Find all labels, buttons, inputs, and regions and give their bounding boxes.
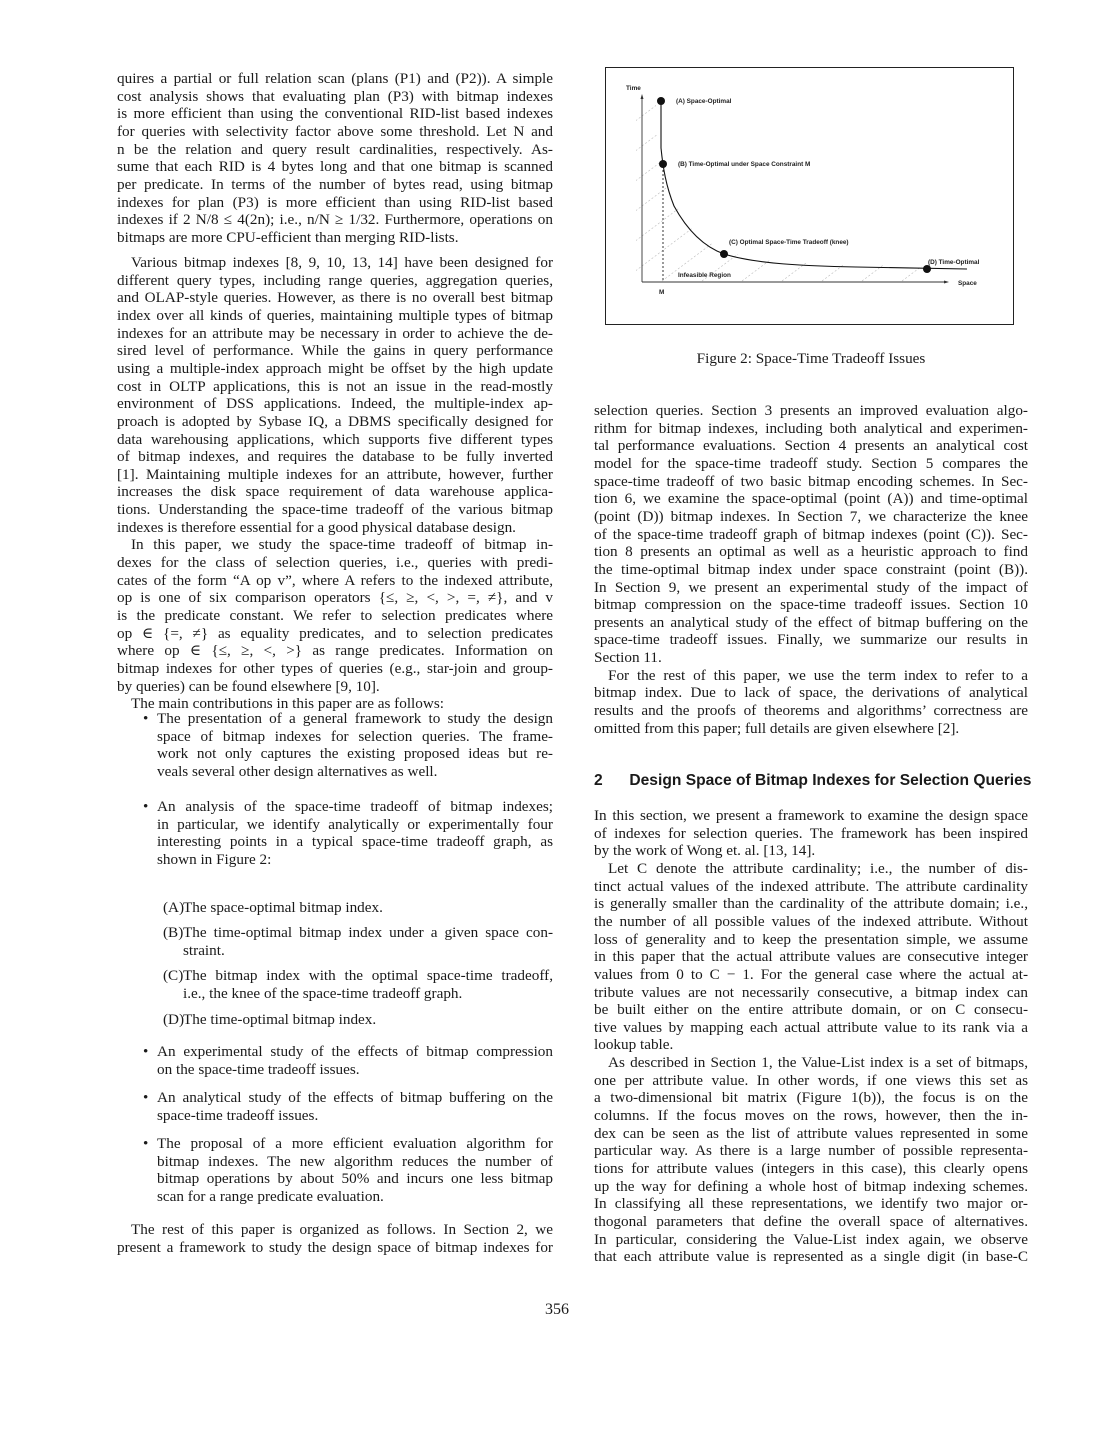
paragraph-line: lookup table. <box>594 1036 674 1054</box>
paragraph-line: tinct actual values of the indexed attribute. The attribute cardinality <box>594 877 1028 895</box>
paragraph-line: the number of all possible values of the indexed attribute. Without <box>594 912 1028 930</box>
paragraph-line: that each attribute value is represented as a single digit (in base-C <box>594 1248 1028 1266</box>
subitem-line: straint. <box>183 941 225 959</box>
paragraph-line: space-time tradeoff of two basic bitmap encoding schemes. In Sec- <box>594 472 1028 490</box>
paragraph-line: by the work of Wong et. al. [13, 14]. <box>594 842 816 860</box>
bullet-line: scan for a range predicate evaluation. <box>157 1187 384 1205</box>
paragraph-line: up the way for defining a whole host of bitmap indexing schemes. <box>594 1177 1028 1195</box>
paragraph-line: tions for attribute values (integers in this case), this clearly opens <box>594 1160 1028 1177</box>
subitem-marker: (A) <box>163 899 185 916</box>
subitem-line: The space-optimal bitmap index. <box>183 899 383 916</box>
paragraph-line: of bitmap indexes, and requires the database to be fully inverted <box>117 448 553 466</box>
paragraph-line: bitmap compression on the space-time tradeoff issues. Section 10 <box>594 596 1028 614</box>
region-label: Infeasible Region <box>678 272 731 279</box>
paragraph-line: space-time tradeoff issues. Finally, we summarize our results in <box>594 631 1028 649</box>
paragraph-line: Let C denote the attribute cardinality; i.e., the number of dis- <box>608 859 1028 877</box>
bullet-line: space-time tradeoff issues. <box>157 1106 319 1124</box>
y-axis-label: Time <box>626 85 641 92</box>
section-number: 2 <box>594 772 603 789</box>
bullet-line: An experimental study of the effects of bitmap compression <box>157 1043 553 1060</box>
paragraph-line: columns. If the focus moves on the rows, however, then the in- <box>594 1107 1028 1125</box>
figure-caption: Figure 2: Space-Time Tradeoff Issues <box>696 350 926 367</box>
bullet-line: shown in Figure 2: <box>157 850 272 868</box>
paragraph-line: op ∈ {=, ≠} as equality predicates, and to selection predicates <box>117 624 553 642</box>
right-column <box>594 0 1032 1300</box>
paragraph-line: environment of DSS applications. Indeed, the multiple-index ap- <box>117 395 553 413</box>
subitem-line: The time-optimal bitmap index. <box>183 1011 377 1028</box>
bullet-icon: • <box>143 1089 149 1106</box>
paragraph-line: is generally smaller than the cardinality of the attribute domain; i.e., <box>594 895 1028 913</box>
subitem-marker: (B) <box>163 924 184 941</box>
bullet-icon: • <box>143 1135 149 1152</box>
paragraph-line: dexes for the class of selection queries, i.e., queries with predi- <box>117 554 553 572</box>
paragraph-line: model for the space-time tradeoff study. Section 5 compares the <box>594 454 1028 472</box>
bullet-line: interesting points in a typical space-time tradeoff graph, as <box>157 833 553 851</box>
paragraph-line: particular way. As there is a large number of possible representa- <box>594 1142 1028 1160</box>
paragraph-line: presents an analytical study of the effect of bitmap buffering on the <box>594 613 1028 631</box>
paragraph-line: where op ∈ {≤, ≥, <, >} as range predicates. Information on <box>117 642 553 660</box>
paragraph-line: For the rest of this paper, we use the term index to refer to a <box>608 666 1028 684</box>
paragraph-line: bitmaps are more CPU-efficient than merging RID-lists. <box>117 228 459 246</box>
bullet-line: bitmap operations by about 50% and incurs one less bitmap <box>157 1170 553 1188</box>
paragraph-line: rithm for bitmap indexes, including both analytical and experimen- <box>594 419 1028 437</box>
paragraph-line: tal performance evaluations. Section 4 presents an analytical cost <box>594 437 1028 455</box>
paragraph-line: present a framework to study the design space of bitmap indexes for <box>117 1238 553 1256</box>
x-tick-label-m: M <box>659 289 665 296</box>
paragraph-line: per predicate. In terms of the number of bytes read, using bitmap <box>117 175 553 193</box>
paragraph-line: tive values by mapping each actual attribute value to its rank via a <box>594 1018 1028 1036</box>
paragraph-line: different query types, including range queries, aggregation queries, <box>117 271 553 289</box>
paragraph-line: is more efficient than using the conventional RID-list based indexes <box>117 105 553 123</box>
paragraph-line: The rest of this paper is organized as follows. In Section 2, we <box>131 1221 553 1238</box>
bullet-line: The presentation of a general framework to study the design <box>157 710 553 727</box>
bullet-icon: • <box>143 798 149 815</box>
paragraph-line: tion 8 presents an optimal as well as a heuristic approach to find <box>594 543 1028 561</box>
paragraph-line: for queries with selectivity factor above some threshold. Let N and <box>117 122 553 140</box>
paragraph-line: one per attribute value. In other words, if one views this set as <box>594 1071 1028 1089</box>
paragraph-line: and OLAP-style queries. However, as there is no overall best bitmap <box>117 289 553 307</box>
bullet-line: veals several other design alternatives as well. <box>157 762 438 780</box>
paragraph-line: of the space-time tradeoff graph of bitmap indexes (point (C)). Sec- <box>594 525 1028 543</box>
paragraph-line: tions. Understanding the space-time tradeoff of the various bitmap <box>117 501 553 519</box>
paragraph-line: op is one of six comparison operators {≤, ≥, <, >, =, ≠}, and v <box>117 589 553 607</box>
paragraph-line: In classifying all these representations, we identify two major or- <box>594 1195 1028 1213</box>
paragraph-line: In this paper, we study the space-time tradeoff of bitmap in- <box>131 536 553 554</box>
paragraph-line: bitmap index. Due to lack of space, the derivations of analytical <box>594 684 1028 702</box>
subitem-line: The time-optimal bitmap index under a given space con- <box>183 924 553 941</box>
paragraph-line: thogonal parameters that define the overall space of alternatives. <box>594 1212 1028 1230</box>
paragraph-line: a two-dimensional bit matrix (Figure 1(b)), the focus is on the <box>594 1089 1028 1107</box>
paragraph-line: The main contributions in this paper are as follows: <box>131 695 444 713</box>
paragraph-line: indexes if 2 N/8 ≤ 4(2n); i.e., n/N ≥ 1/32. Furthermore, operations on <box>117 211 553 229</box>
paragraph-line: omitted from this paper; full details are given elsewhere [2]. <box>594 719 960 737</box>
bullet-icon: • <box>143 1043 149 1060</box>
paragraph-line: is the predicate constant. We refer to selection predicates where <box>117 607 553 624</box>
paragraph-line: cates of the form “A op v”, where A refers to the indexed attribute, <box>117 571 553 589</box>
paragraph-line: loss of generality and to keep the presentation simple, we assume <box>594 930 1028 948</box>
bullet-line: An analysis of the space-time tradeoff of bitmap indexes; <box>157 798 553 815</box>
bullet-line: in particular, we identify analytically or experimentally four <box>157 815 553 833</box>
paragraph-line: the time-optimal bitmap index under space constraint (point (B)). <box>594 560 1028 578</box>
subitem-marker: (C) <box>163 967 184 984</box>
subitem-marker: (D) <box>163 1011 185 1028</box>
paragraph-line: Various bitmap indexes [8, 9, 10, 13, 14] have been designed for <box>131 254 553 271</box>
point-d-label: (D) Time-Optimal <box>928 259 980 266</box>
paragraph-line: quires a partial or full relation scan (plans (P1) and (P2)). A simple <box>117 70 553 87</box>
paragraph-line: indexes is therefore essential for a good physical database design. <box>117 518 516 536</box>
paragraph-line: In Section 9, we present an experimental study of the impact of <box>594 578 1028 596</box>
paragraph-line: n be the relation and query result cardinalities, respectively. As- <box>117 140 553 158</box>
section-heading <box>594 772 1031 790</box>
paragraph-line: values from 0 to C − 1. For the general case where the actual at- <box>594 965 1028 983</box>
paragraph-line: using a multiple-index approach might be offset by the high update <box>117 359 553 377</box>
paragraph-line: sired level of performance. While the gains in query performance <box>117 342 553 360</box>
paragraph-line: dex can be seen as the list of attribute values represented in some <box>594 1124 1028 1142</box>
paragraph-line: indexes for plan (P3) is more efficient than using RID-list based <box>117 193 553 211</box>
paragraph-line: tion 6, we examine the space-optimal (point (A)) and time-optimal <box>594 490 1028 508</box>
paragraph-line: selection queries. Section 3 presents an improved evaluation algo- <box>594 402 1028 419</box>
bullet-line: work not only captures the existing proposed ideas but re- <box>157 745 553 763</box>
paragraph-line: of indexes for selection queries. The framework has been inspired <box>594 824 1028 842</box>
paragraph-line: In this section, we present a framework to examine the design space <box>594 807 1028 824</box>
paragraph-line: [1]. Maintaining multiple indexes for an attribute, however, further <box>117 465 553 483</box>
bullet-icon: • <box>143 710 149 727</box>
paragraph-line: data warehousing applications, which supports five different types <box>117 430 553 448</box>
left-column <box>117 0 553 1300</box>
paragraph-line: increases the disk space requirement of data warehouse applica- <box>117 483 553 501</box>
paragraph-line: by queries) can be found elsewhere [9, 10]. <box>117 677 380 695</box>
paragraph-line: Section 11. <box>594 649 662 667</box>
paragraph-line: bitmap indexes for other types of queries (e.g., star-join and group- <box>117 659 553 677</box>
paragraph-line: indexes for an attribute may be necessary in order to achieve the de- <box>117 324 553 342</box>
paragraph-line: proach is adopted by Sybase IQ, a DBMS specifically designed for <box>117 412 553 430</box>
paragraph-line: cost analysis shows that evaluating plan (P3) with bitmap indexes <box>117 87 553 105</box>
paragraph-line: In particular, considering the Value-List index again, we observe <box>594 1230 1028 1248</box>
paragraph-line: in this paper that the actual attribute values are consecutive integer <box>594 948 1028 966</box>
bullet-line: An analytical study of the effects of bitmap buffering on the <box>157 1089 553 1106</box>
point-b-label: (B) Time-Optimal under Space Constraint M <box>678 161 811 168</box>
point-c-label: (C) Optimal Space-Time Tradeoff (knee) <box>729 239 849 246</box>
x-axis-label: Space <box>958 280 977 287</box>
subitem-line: The bitmap index with the optimal space-time tradeoff, <box>183 967 553 984</box>
bullet-line: on the space-time tradeoff issues. <box>157 1060 360 1078</box>
paragraph-line: (point (D)) bitmap indexes. In Section 7, we characterize the knee <box>594 507 1028 525</box>
page-number: 356 <box>545 1301 569 1318</box>
paragraph-line: As described in Section 1, the Value-List index is a set of bitmaps, <box>608 1054 1028 1072</box>
paragraph-line: sume that each RID is 4 bytes long and that one bitmap is scanned <box>117 158 553 176</box>
bullet-line: bitmap indexes. The new algorithm reduces the number of <box>157 1152 553 1170</box>
subitem-line: i.e., the knee of the space-time tradeoff graph. <box>183 984 463 1002</box>
paragraph-line: results and the proofs of theorems and algorithms’ correctness are <box>594 702 1028 720</box>
paragraph-line: tribute values are not necessarily consecutive, a bitmap index can <box>594 983 1028 1001</box>
paragraph-line: index over all kinds of queries, maintaining multiple types of bitmap <box>117 306 553 324</box>
bullet-line: The proposal of a more efficient evaluation algorithm for <box>157 1135 553 1152</box>
paragraph-line: cost in OLTP applications, this is not an issue in the read-mostly <box>117 377 553 395</box>
section-title: Design Space of Bitmap Indexes for Selection Queries <box>629 772 1032 789</box>
point-a-label: (A) Space-Optimal <box>676 98 732 105</box>
paragraph-line: be built either on the entire attribute domain, or on C consecu- <box>594 1001 1028 1019</box>
bullet-line: space of bitmap indexes for selection queries. The frame- <box>157 727 553 745</box>
